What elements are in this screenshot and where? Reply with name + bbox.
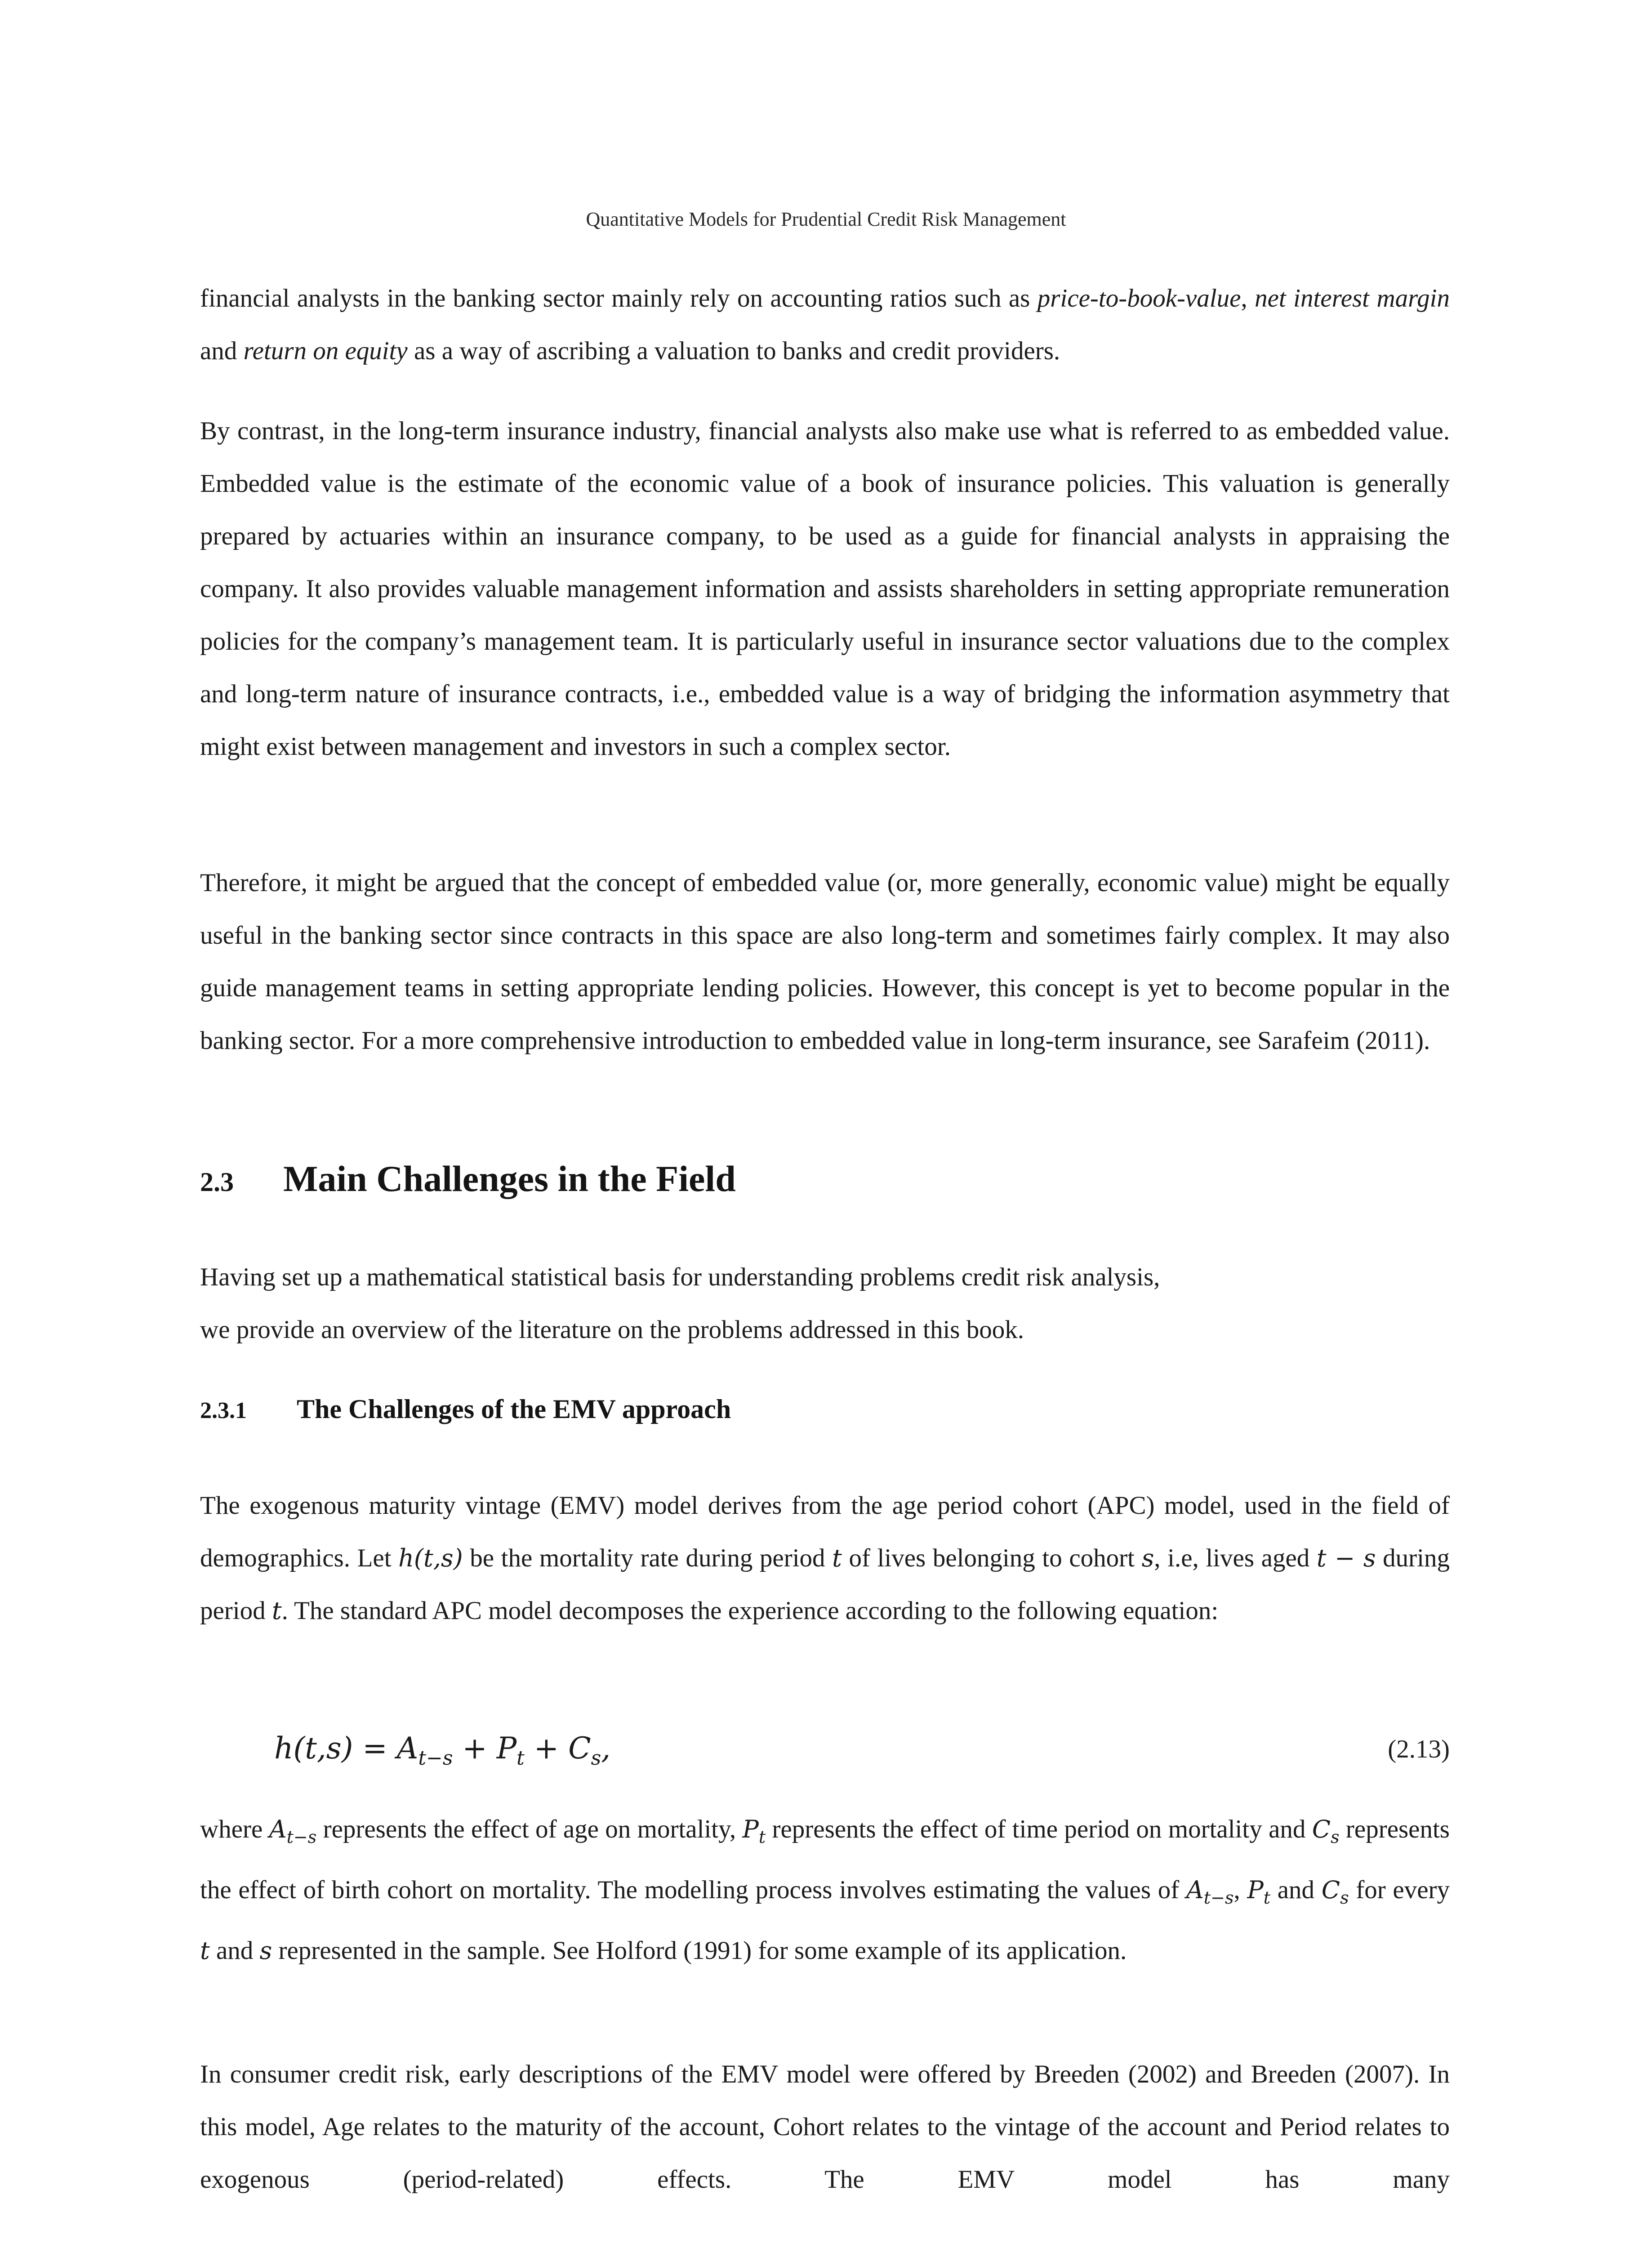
math-C-s: $C_s$ [1312,1815,1340,1847]
paragraph-5 [200,1479,1450,1637]
math-A-t-s: $A_{t-s}$ [269,1815,317,1847]
math-s: s [259,1936,272,1965]
text: represents the effect of birth cohort on mortality. The modelling process involves estimating the values of [200,1815,1450,1904]
equation-term-P: P [496,1731,517,1766]
paragraph-3-text: Therefore, it might be argued that the concept of embedded value (or, more generally, economic value) might be equally useful in the banking sector since contracts in this space are also long-term and sometimes fairly complex. It may also guide management teams in setting appropriate lending policies. However, this concept is yet to become popular in the banking sector. For a more comprehensive introduction to embedded value in long-term insurance, see Sarafeim (2011). [200,869,1450,1055]
text: where [200,1815,269,1843]
text: financial analysts in the banking sector mainly rely on accounting ratios such as [200,284,1038,312]
equation-lhs: h(t,s) = [274,1731,397,1766]
equation-number: (2.13) [1388,1735,1450,1763]
paragraph-4 [200,1251,1450,1356]
section-title: Main Challenges in the Field [283,1158,736,1199]
text: be the mortality rate during period [463,1544,833,1572]
text: as a way of ascribing a valuation to banks and credit providers. [407,337,1060,365]
italic-term-price-to-book: price-to-book-value [1037,284,1241,312]
paragraph-2 [200,405,1450,773]
math-P-t: $P_t$ [1247,1875,1271,1908]
subsection-title: The Challenges of the EMV approach [297,1394,731,1424]
section-heading-2-3-1 [200,1394,731,1425]
text: and [209,1936,260,1965]
paragraph-4-line-1: Having set up a mathematical statistical basis for understanding problems credit risk analysis, [200,1263,1160,1291]
text: , i.e, lives aged [1154,1544,1317,1572]
equation-subscript: s [591,1747,601,1770]
text: during period [200,1544,1450,1625]
equation-subscript: t−s [418,1747,453,1770]
paragraph-1 [200,272,1450,377]
text: of lives belonging to cohort [842,1544,1142,1572]
section-number: 2.3 [200,1167,234,1197]
text: for every [1349,1875,1450,1904]
running-header: Quantitative Models for Prudential Credit Risk Management [586,208,1066,230]
subsection-number: 2.3.1 [200,1398,247,1423]
equation-plus: + [524,1731,569,1766]
paragraph-7 [200,2048,1450,2206]
math-t: t [200,1936,210,1965]
text: , [1241,284,1255,312]
text: and [200,337,244,365]
math-A-t-s: $A_{t-s}$ [1186,1875,1234,1908]
math-t: t [272,1597,282,1625]
equation-term-A: A [396,1731,419,1766]
equation-2-13 [274,1731,610,1770]
math-t-minus-s: t − s [1316,1544,1376,1572]
equation-term-C: C [568,1731,591,1766]
italic-term-net-interest-margin: net interest margin [1255,284,1450,312]
text: represented in the sample. See Holford (1991) for some example of its application. [272,1936,1127,1965]
math-h-t-s: h(t,s) [398,1544,463,1572]
paragraph-7-text: In consumer credit risk, early descriptions of the EMV model were offered by Breeden (2002) and Breeden (2007). In this model, Age relates to the maturity of the account, Cohort relates to the vintage of the account and Period relates to exogenous (period-related) effects. The EMV model has many [200,2060,1450,2194]
text: , [1233,1875,1247,1904]
math-s: s [1141,1544,1154,1572]
section-heading-2-3 [200,1158,736,1200]
math-C-s: $C_s$ [1321,1875,1349,1908]
math-t: t [832,1544,842,1572]
equation-comma: , [601,1731,611,1766]
text: and [1270,1875,1322,1904]
paragraph-4-line-2: we provide an overview of the literature on the problems addressed in this book. [200,1316,1024,1344]
equation-subscript: t [517,1747,525,1770]
text: represents the effect of age on mortality, [316,1815,743,1843]
paragraph-2-text: By contrast, in the long-term insurance industry, financial analysts also make use what is referred to as embedded value. Embedded value is the estimate of the economic value of a book of insurance policies. This valuation is generally prepared by actuaries within an insurance company, to be used as a guide for financial analysts in appraising the company. It also provides valuable management information and assists shareholders in setting appropriate remuneration policies for the company’s management team. It is particularly useful in insurance sector valuations due to the complex and long-term nature of insurance contracts, i.e., embedded value is a way of bridging the information asymmetry that might exist between management and investors in such a complex sector. [200,417,1450,761]
italic-term-return-on-equity: return on equity [243,337,408,365]
paragraph-6 [200,1803,1450,1977]
text: The exogenous maturity vintage (EMV) model derives from the age period cohort (APC) model, used in the field of demographics. Let [200,1491,1450,1572]
text: represents the effect of time period on mortality and [766,1815,1312,1843]
math-P-t: $P_t$ [742,1815,766,1847]
text: . The standard APC model decomposes the experience according to the following equation: [281,1597,1219,1625]
equation-plus: + [453,1731,497,1766]
paragraph-3 [200,856,1450,1067]
